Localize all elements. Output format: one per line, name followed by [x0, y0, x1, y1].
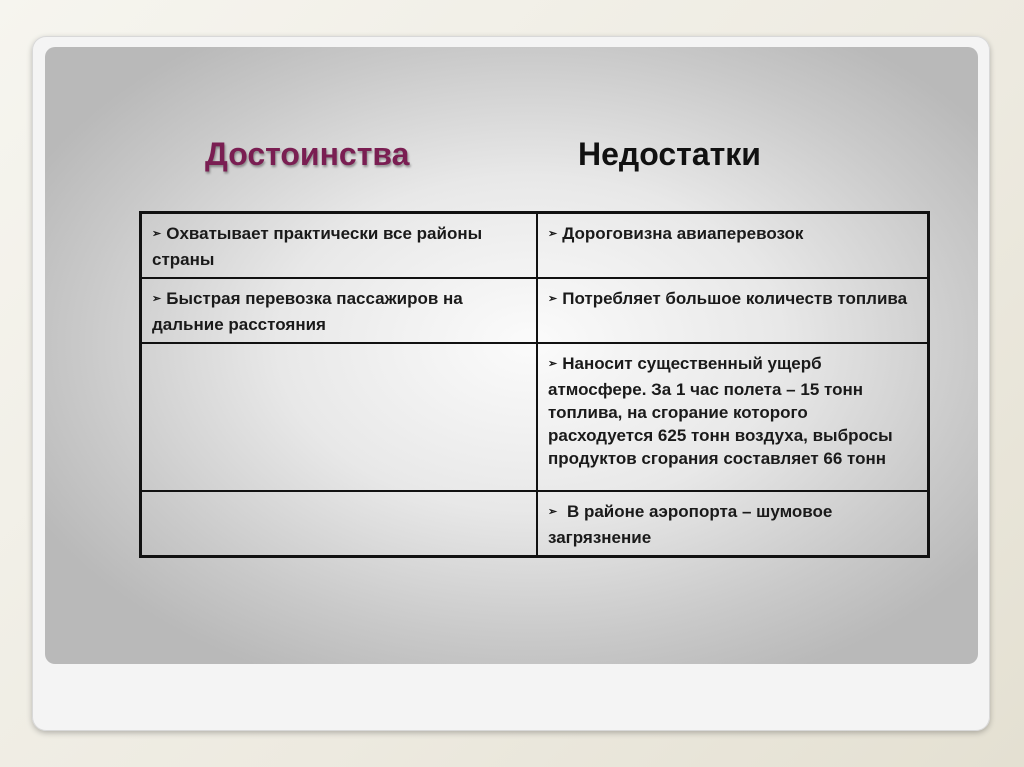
disadvantage-cell [537, 343, 929, 491]
disadvantage-text: В районе аэропорта – шумовое загрязнение [548, 502, 833, 547]
disadvantage-cell [537, 213, 929, 279]
disadvantage-text: Потребляет большое количеств топлива [562, 289, 908, 308]
advantage-cell-empty [141, 491, 538, 557]
table-row [141, 343, 929, 491]
advantage-text: Быстрая перевозка пассажиров на дальние расстояния [152, 289, 463, 334]
table-row [141, 491, 929, 557]
disadvantage-text: Дороговизна авиаперевозок [562, 224, 804, 243]
arrow-bullet-icon: ➢ [152, 228, 162, 240]
disadvantage-cell [537, 491, 929, 557]
disadvantage-text: Наносит существенный ущерб атмосфере. За 1 час полета – 15 тонн топлива, на сгорание которого расходуется 625 тонн воздуха, выбросы продуктов сгорания составляет 66 тонн [548, 354, 893, 468]
disadvantages-heading: Недостатки [578, 136, 761, 172]
table-row [141, 278, 929, 343]
advantage-text: Охватывает практически все районы страны [152, 224, 483, 269]
disadvantage-cell [537, 278, 929, 343]
advantage-cell-empty [141, 343, 538, 491]
advantage-cell [141, 213, 538, 279]
arrow-bullet-icon: ➢ [548, 506, 558, 518]
table-row [141, 213, 929, 279]
arrow-bullet-icon: ➢ [548, 228, 558, 240]
comparison-table [139, 211, 930, 558]
arrow-bullet-icon: ➢ [548, 293, 558, 305]
advantages-heading: Достоинства [205, 136, 410, 172]
advantage-cell [141, 278, 538, 343]
arrow-bullet-icon: ➢ [548, 358, 558, 370]
arrow-bullet-icon: ➢ [152, 293, 162, 305]
